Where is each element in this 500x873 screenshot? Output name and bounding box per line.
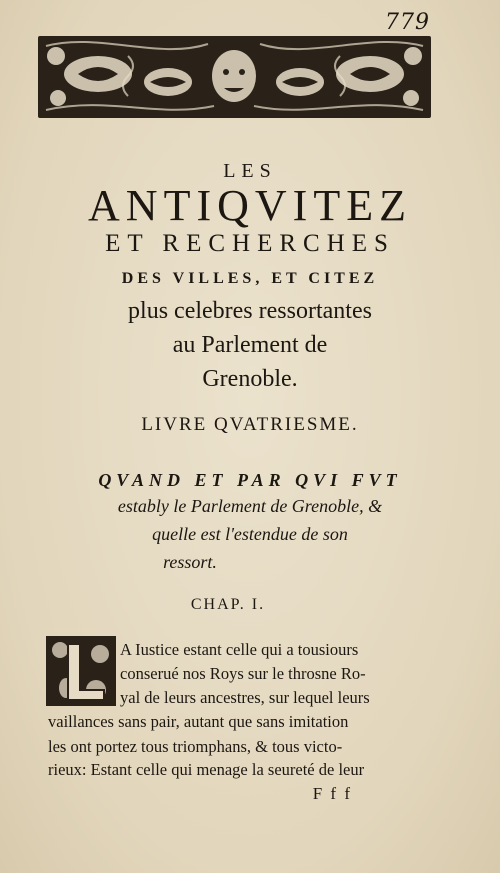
title-line-2: au Parlement de [172, 332, 328, 358]
title-recherches: ET RECHERCHES [105, 230, 395, 257]
subtitle-line-1: QVAND ET PAR QVI FVT [98, 470, 402, 490]
title-villes: DES VILLES, ET CITEZ [121, 270, 379, 287]
body-line: les ont portez tous triomphans, & tous victo- [48, 737, 343, 756]
book-heading: LIVRE QVATRIESME. [141, 414, 359, 435]
title-line-1: plus celebres ressortantes [128, 298, 372, 324]
body-line: vaillances sans pair, autant que sans imitation [48, 712, 349, 731]
subtitle-line-2: estably le Parlement de Grenoble, & [117, 496, 383, 516]
title-les: LES [223, 160, 277, 182]
ornamental-headpiece-icon [38, 36, 431, 118]
body-line: rieux: Estant celle qui menage la seureté de leur [48, 760, 365, 779]
chapter-heading: CHAP. I. [190, 596, 266, 613]
title-antiquitez: ANTIQVITEZ [88, 181, 412, 230]
signature-mark: F f f [312, 784, 352, 803]
body-line: yal de leurs ancestres, sur lequel leurs [120, 688, 370, 707]
decorated-initial-L-icon [46, 636, 116, 706]
body-line: conserué nos Roys sur le throsne Ro- [120, 664, 366, 683]
body-line: A Iustice estant celle qui a tousiours [120, 640, 359, 659]
title-line-3: Grenoble. [202, 366, 298, 392]
subtitle-line-4: ressort. [163, 552, 217, 572]
subtitle-line-3: quelle est l'estendue de son [152, 524, 348, 544]
page-number: 779 [385, 10, 430, 35]
